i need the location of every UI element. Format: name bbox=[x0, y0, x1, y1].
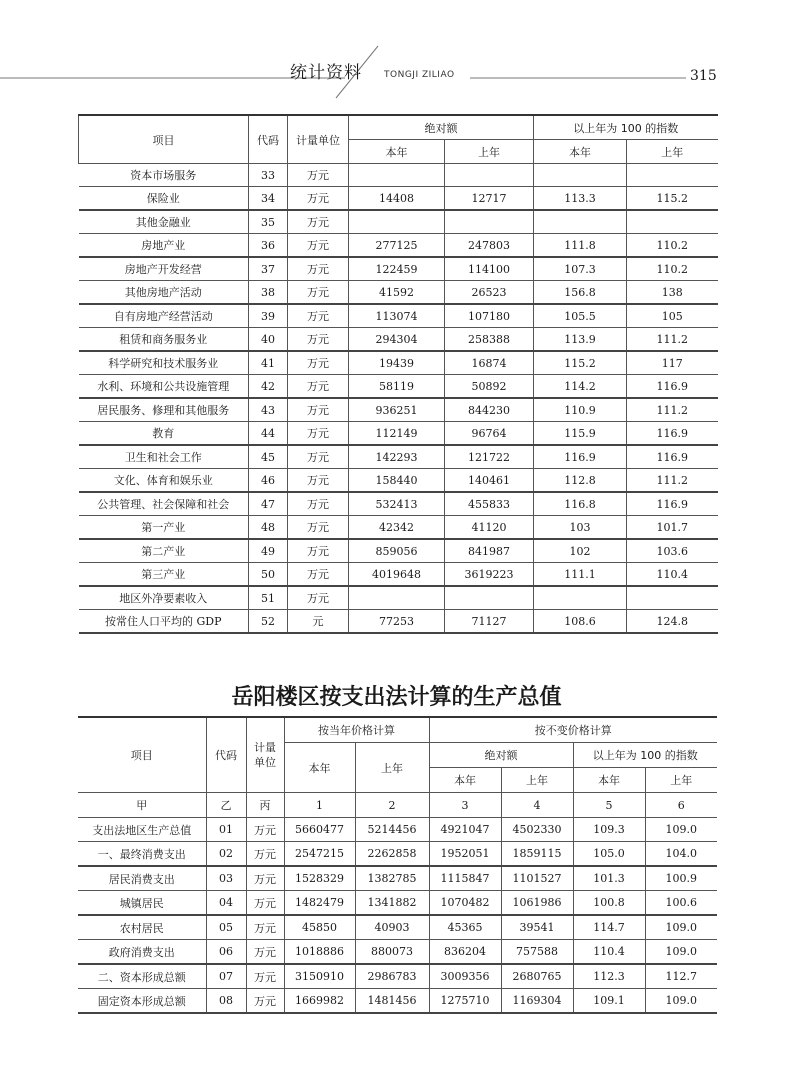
cell-unit: 万元 bbox=[246, 866, 284, 891]
cell-code: 34 bbox=[249, 187, 288, 211]
cell-unit: 万元 bbox=[246, 964, 284, 989]
table-row bbox=[79, 445, 718, 469]
cell-abs-this: 277125 bbox=[349, 234, 445, 258]
column-index-cell: 1 bbox=[284, 793, 355, 818]
cell-idx-last: 110.2 bbox=[627, 234, 718, 258]
cell-abs-this bbox=[349, 164, 445, 187]
cell-idx-last: 105 bbox=[627, 304, 718, 328]
cell-abs-last: 107180 bbox=[445, 304, 534, 328]
cell-c5: 112.3 bbox=[573, 964, 645, 989]
header-index: 以上年为 100 的指数 bbox=[534, 115, 718, 140]
t2-header-cur-this-year: 本年 bbox=[284, 743, 355, 793]
cell-item: 一、最终消费支出 bbox=[78, 842, 206, 867]
cell-c3: 3009356 bbox=[429, 964, 501, 989]
cell-c3: 1952051 bbox=[429, 842, 501, 867]
column-index-cell: 4 bbox=[501, 793, 573, 818]
cell-abs-last: 114100 bbox=[445, 257, 534, 281]
cell-abs-last: 12717 bbox=[445, 187, 534, 211]
cell-idx-last bbox=[627, 210, 718, 234]
cell-abs-last: 841987 bbox=[445, 539, 534, 563]
table-row bbox=[78, 818, 717, 842]
cell-item: 固定资本形成总额 bbox=[78, 989, 206, 1014]
cell-code: 07 bbox=[206, 964, 246, 989]
cell-c1: 5660477 bbox=[284, 818, 355, 842]
cell-abs-this: 14408 bbox=[349, 187, 445, 211]
cell-idx-last: 111.2 bbox=[627, 469, 718, 493]
cell-c1: 1018886 bbox=[284, 940, 355, 965]
cell-unit: 万元 bbox=[288, 563, 349, 587]
cell-c4: 757588 bbox=[501, 940, 573, 965]
cell-c2: 2262858 bbox=[355, 842, 429, 867]
cell-unit: 万元 bbox=[288, 586, 349, 610]
column-index-cell: 乙 bbox=[206, 793, 246, 818]
table-row bbox=[78, 866, 717, 891]
cell-c4: 2680765 bbox=[501, 964, 573, 989]
table1-body bbox=[79, 164, 718, 634]
cell-item: 城镇居民 bbox=[78, 891, 206, 916]
cell-code: 45 bbox=[249, 445, 288, 469]
cell-code: 41 bbox=[249, 351, 288, 375]
cell-idx-this: 116.9 bbox=[534, 445, 627, 469]
cell-code: 03 bbox=[206, 866, 246, 891]
cell-unit: 万元 bbox=[288, 516, 349, 540]
t2-header-item: 项目 bbox=[78, 717, 206, 793]
t2-header-idx-this-year: 本年 bbox=[573, 768, 645, 793]
table-row bbox=[79, 610, 718, 634]
cell-item: 二、资本形成总额 bbox=[78, 964, 206, 989]
table2-body bbox=[78, 818, 717, 1014]
header-abs-this-year: 本年 bbox=[349, 140, 445, 164]
cell-abs-last: 455833 bbox=[445, 492, 534, 516]
cell-c1: 1669982 bbox=[284, 989, 355, 1014]
cell-abs-last: 121722 bbox=[445, 445, 534, 469]
table-row bbox=[79, 304, 718, 328]
cell-unit: 万元 bbox=[288, 304, 349, 328]
cell-c5: 101.3 bbox=[573, 866, 645, 891]
cell-unit: 万元 bbox=[288, 164, 349, 187]
column-index-cell: 2 bbox=[355, 793, 429, 818]
cell-code: 46 bbox=[249, 469, 288, 493]
table-row bbox=[79, 563, 718, 587]
page-number: 315 bbox=[690, 68, 717, 84]
cell-abs-this: 77253 bbox=[349, 610, 445, 634]
column-index-cell: 丙 bbox=[246, 793, 284, 818]
t2-header-cur-last-year: 上年 bbox=[355, 743, 429, 793]
column-index-cell: 6 bbox=[645, 793, 717, 818]
cell-idx-this: 105.5 bbox=[534, 304, 627, 328]
cell-item: 地区外净要素收入 bbox=[79, 586, 249, 610]
cell-code: 04 bbox=[206, 891, 246, 916]
cell-unit: 万元 bbox=[288, 445, 349, 469]
cell-idx-this: 113.3 bbox=[534, 187, 627, 211]
cell-c1: 1528329 bbox=[284, 866, 355, 891]
header-idx-last-year: 上年 bbox=[627, 140, 718, 164]
cell-unit: 万元 bbox=[288, 257, 349, 281]
cell-c5: 100.8 bbox=[573, 891, 645, 916]
table-row bbox=[79, 234, 718, 258]
cell-c2: 40903 bbox=[355, 915, 429, 940]
cell-item: 租赁和商务服务业 bbox=[79, 328, 249, 352]
cell-idx-this: 156.8 bbox=[534, 281, 627, 305]
cell-code: 39 bbox=[249, 304, 288, 328]
cell-abs-this: 158440 bbox=[349, 469, 445, 493]
cell-abs-this: 4019648 bbox=[349, 563, 445, 587]
cell-abs-last bbox=[445, 586, 534, 610]
t2-header-code: 代码 bbox=[206, 717, 246, 793]
cell-c3: 1070482 bbox=[429, 891, 501, 916]
header-item: 项目 bbox=[79, 115, 249, 164]
cell-unit: 万元 bbox=[288, 351, 349, 375]
t2-header-abs-this-year: 本年 bbox=[429, 768, 501, 793]
cell-unit: 万元 bbox=[246, 842, 284, 867]
cell-code: 47 bbox=[249, 492, 288, 516]
cell-abs-this: 112149 bbox=[349, 422, 445, 446]
cell-c6: 109.0 bbox=[645, 818, 717, 842]
cell-c4: 1061986 bbox=[501, 891, 573, 916]
column-index-cell: 甲 bbox=[78, 793, 206, 818]
section-title: 岳阳楼区按支出法计算的生产总值 bbox=[231, 685, 562, 710]
cell-code: 48 bbox=[249, 516, 288, 540]
cell-item: 其他金融业 bbox=[79, 210, 249, 234]
cell-c4: 1101527 bbox=[501, 866, 573, 891]
table-row bbox=[78, 842, 717, 867]
cell-abs-this: 113074 bbox=[349, 304, 445, 328]
cell-abs-last: 16874 bbox=[445, 351, 534, 375]
cell-abs-this: 19439 bbox=[349, 351, 445, 375]
cell-c1: 2547215 bbox=[284, 842, 355, 867]
t2-header-unit bbox=[246, 717, 284, 793]
table-row bbox=[79, 469, 718, 493]
table-row bbox=[78, 915, 717, 940]
cell-unit: 万元 bbox=[246, 891, 284, 916]
cell-c6: 109.0 bbox=[645, 940, 717, 965]
cell-idx-this: 115.9 bbox=[534, 422, 627, 446]
cell-idx-this: 113.9 bbox=[534, 328, 627, 352]
cell-idx-last: 116.9 bbox=[627, 375, 718, 399]
cell-c3: 836204 bbox=[429, 940, 501, 965]
cell-idx-this bbox=[534, 164, 627, 187]
cell-code: 38 bbox=[249, 281, 288, 305]
cell-code: 01 bbox=[206, 818, 246, 842]
header-code: 代码 bbox=[249, 115, 288, 164]
cell-c5: 109.1 bbox=[573, 989, 645, 1014]
cell-idx-last: 110.2 bbox=[627, 257, 718, 281]
cell-idx-this bbox=[534, 210, 627, 234]
cell-unit: 万元 bbox=[288, 492, 349, 516]
cell-idx-last: 111.2 bbox=[627, 398, 718, 422]
cell-item: 文化、体育和娱乐业 bbox=[79, 469, 249, 493]
cell-c3: 4921047 bbox=[429, 818, 501, 842]
table-row bbox=[79, 422, 718, 446]
cell-c4: 1169304 bbox=[501, 989, 573, 1014]
cell-idx-this bbox=[534, 586, 627, 610]
cell-unit: 万元 bbox=[246, 818, 284, 842]
table-row bbox=[79, 586, 718, 610]
cell-c6: 112.7 bbox=[645, 964, 717, 989]
table-row bbox=[79, 351, 718, 375]
cell-code: 50 bbox=[249, 563, 288, 587]
cell-c2: 1382785 bbox=[355, 866, 429, 891]
table-row bbox=[78, 989, 717, 1014]
cell-c2: 2986783 bbox=[355, 964, 429, 989]
cell-c5: 109.3 bbox=[573, 818, 645, 842]
cell-item: 公共管理、社会保障和社会 bbox=[79, 492, 249, 516]
cell-code: 08 bbox=[206, 989, 246, 1014]
cell-idx-last: 138 bbox=[627, 281, 718, 305]
cell-idx-this: 115.2 bbox=[534, 351, 627, 375]
cell-abs-last: 71127 bbox=[445, 610, 534, 634]
cell-c1: 45850 bbox=[284, 915, 355, 940]
cell-item: 自有房地产经营活动 bbox=[79, 304, 249, 328]
cell-item: 按常住人口平均的 GDP bbox=[79, 610, 249, 634]
t2-header-absolute: 绝对额 bbox=[429, 743, 573, 768]
cell-idx-last: 124.8 bbox=[627, 610, 718, 634]
cell-abs-this: 41592 bbox=[349, 281, 445, 305]
cell-abs-last: 41120 bbox=[445, 516, 534, 540]
table-row bbox=[79, 375, 718, 399]
cell-c1: 1482479 bbox=[284, 891, 355, 916]
cell-item: 水利、环境和公共设施管理 bbox=[79, 375, 249, 399]
table-row bbox=[78, 940, 717, 965]
cell-abs-this: 859056 bbox=[349, 539, 445, 563]
header-subtitle: TONGJI ZILIAO bbox=[384, 70, 455, 80]
table-row bbox=[79, 492, 718, 516]
cell-code: 42 bbox=[249, 375, 288, 399]
cell-unit: 元 bbox=[288, 610, 349, 634]
cell-abs-last bbox=[445, 164, 534, 187]
cell-item: 第二产业 bbox=[79, 539, 249, 563]
cell-abs-this bbox=[349, 586, 445, 610]
cell-c1: 3150910 bbox=[284, 964, 355, 989]
cell-abs-this: 142293 bbox=[349, 445, 445, 469]
cell-idx-last: 116.9 bbox=[627, 422, 718, 446]
cell-c4: 4502330 bbox=[501, 818, 573, 842]
cell-unit: 万元 bbox=[288, 539, 349, 563]
cell-idx-last: 110.4 bbox=[627, 563, 718, 587]
cell-abs-last: 50892 bbox=[445, 375, 534, 399]
gdp-expenditure-table bbox=[78, 716, 717, 1014]
cell-c3: 45365 bbox=[429, 915, 501, 940]
cell-code: 06 bbox=[206, 940, 246, 965]
cell-item: 其他房地产活动 bbox=[79, 281, 249, 305]
table-row bbox=[79, 398, 718, 422]
cell-item: 房地产业 bbox=[79, 234, 249, 258]
cell-abs-last: 844230 bbox=[445, 398, 534, 422]
cell-item: 第一产业 bbox=[79, 516, 249, 540]
cell-item: 科学研究和技术服务业 bbox=[79, 351, 249, 375]
cell-item: 农村居民 bbox=[78, 915, 206, 940]
cell-item: 政府消费支出 bbox=[78, 940, 206, 965]
header-unit: 计量单位 bbox=[288, 115, 349, 164]
table-row bbox=[78, 891, 717, 916]
table-row bbox=[79, 539, 718, 563]
cell-idx-last: 116.9 bbox=[627, 492, 718, 516]
cell-idx-this: 112.8 bbox=[534, 469, 627, 493]
cell-abs-this: 936251 bbox=[349, 398, 445, 422]
cell-c3: 1275710 bbox=[429, 989, 501, 1014]
cell-c4: 1859115 bbox=[501, 842, 573, 867]
header-idx-this-year: 本年 bbox=[534, 140, 627, 164]
cell-code: 36 bbox=[249, 234, 288, 258]
cell-abs-last: 96764 bbox=[445, 422, 534, 446]
cell-c2: 1481456 bbox=[355, 989, 429, 1014]
table-row bbox=[79, 257, 718, 281]
table-row bbox=[79, 187, 718, 211]
table-row bbox=[79, 164, 718, 187]
cell-abs-this: 532413 bbox=[349, 492, 445, 516]
cell-abs-this: 294304 bbox=[349, 328, 445, 352]
cell-idx-last: 101.7 bbox=[627, 516, 718, 540]
cell-c5: 110.4 bbox=[573, 940, 645, 965]
cell-abs-last: 140461 bbox=[445, 469, 534, 493]
cell-c2: 880073 bbox=[355, 940, 429, 965]
cell-unit: 万元 bbox=[246, 989, 284, 1014]
cell-unit: 万元 bbox=[288, 398, 349, 422]
column-index-cell: 3 bbox=[429, 793, 501, 818]
cell-unit: 万元 bbox=[288, 210, 349, 234]
cell-code: 33 bbox=[249, 164, 288, 187]
cell-idx-last bbox=[627, 164, 718, 187]
cell-c5: 114.7 bbox=[573, 915, 645, 940]
cell-c2: 1341882 bbox=[355, 891, 429, 916]
cell-unit: 万元 bbox=[288, 422, 349, 446]
cell-abs-this: 42342 bbox=[349, 516, 445, 540]
cell-item: 保险业 bbox=[79, 187, 249, 211]
cell-c6: 100.6 bbox=[645, 891, 717, 916]
cell-unit: 万元 bbox=[288, 187, 349, 211]
cell-code: 43 bbox=[249, 398, 288, 422]
table-row bbox=[79, 516, 718, 540]
cell-idx-this: 114.2 bbox=[534, 375, 627, 399]
cell-idx-this: 103 bbox=[534, 516, 627, 540]
cell-abs-this: 58119 bbox=[349, 375, 445, 399]
cell-abs-last: 247803 bbox=[445, 234, 534, 258]
cell-code: 37 bbox=[249, 257, 288, 281]
cell-abs-last bbox=[445, 210, 534, 234]
cell-c6: 100.9 bbox=[645, 866, 717, 891]
cell-abs-last: 258388 bbox=[445, 328, 534, 352]
table-row bbox=[78, 964, 717, 989]
gdp-by-industry-table bbox=[78, 114, 718, 634]
t2-header-constant-price: 按不变价格计算 bbox=[429, 717, 717, 743]
t2-header-abs-last-year: 上年 bbox=[501, 768, 573, 793]
cell-abs-this: 122459 bbox=[349, 257, 445, 281]
table-row bbox=[79, 210, 718, 234]
cell-abs-last: 3619223 bbox=[445, 563, 534, 587]
cell-c3: 1115847 bbox=[429, 866, 501, 891]
cell-code: 52 bbox=[249, 610, 288, 634]
cell-item: 居民服务、修理和其他服务 bbox=[79, 398, 249, 422]
cell-item: 支出法地区生产总值 bbox=[78, 818, 206, 842]
header-title: 统计资料 bbox=[290, 63, 362, 83]
cell-code: 49 bbox=[249, 539, 288, 563]
cell-idx-this: 108.6 bbox=[534, 610, 627, 634]
header-rule-lines bbox=[0, 0, 793, 100]
cell-code: 05 bbox=[206, 915, 246, 940]
table-row bbox=[79, 328, 718, 352]
cell-item: 教育 bbox=[79, 422, 249, 446]
header-absolute: 绝对额 bbox=[349, 115, 534, 140]
cell-idx-last: 117 bbox=[627, 351, 718, 375]
cell-item: 房地产开发经营 bbox=[79, 257, 249, 281]
cell-unit: 万元 bbox=[246, 940, 284, 965]
cell-abs-this bbox=[349, 210, 445, 234]
cell-idx-last: 103.6 bbox=[627, 539, 718, 563]
cell-idx-last: 115.2 bbox=[627, 187, 718, 211]
page-header bbox=[0, 0, 793, 100]
cell-idx-last: 111.2 bbox=[627, 328, 718, 352]
cell-unit: 万元 bbox=[288, 281, 349, 305]
cell-c5: 105.0 bbox=[573, 842, 645, 867]
t2-header-current-price: 按当年价格计算 bbox=[284, 717, 429, 743]
cell-code: 02 bbox=[206, 842, 246, 867]
t2-column-index-row bbox=[78, 793, 717, 818]
cell-c6: 109.0 bbox=[645, 915, 717, 940]
cell-idx-this: 102 bbox=[534, 539, 627, 563]
cell-idx-this: 111.1 bbox=[534, 563, 627, 587]
cell-idx-this: 111.8 bbox=[534, 234, 627, 258]
cell-unit: 万元 bbox=[288, 375, 349, 399]
cell-unit: 万元 bbox=[288, 234, 349, 258]
header-abs-last-year: 上年 bbox=[445, 140, 534, 164]
cell-code: 35 bbox=[249, 210, 288, 234]
cell-item: 居民消费支出 bbox=[78, 866, 206, 891]
t2-header-index: 以上年为 100 的指数 bbox=[573, 743, 717, 768]
cell-unit: 万元 bbox=[288, 469, 349, 493]
cell-item: 资本市场服务 bbox=[79, 164, 249, 187]
cell-code: 51 bbox=[249, 586, 288, 610]
cell-code: 40 bbox=[249, 328, 288, 352]
cell-unit: 万元 bbox=[246, 915, 284, 940]
cell-abs-last: 26523 bbox=[445, 281, 534, 305]
column-index-cell: 5 bbox=[573, 793, 645, 818]
cell-c6: 109.0 bbox=[645, 989, 717, 1014]
cell-c2: 5214456 bbox=[355, 818, 429, 842]
cell-item: 第三产业 bbox=[79, 563, 249, 587]
cell-c4: 39541 bbox=[501, 915, 573, 940]
cell-c6: 104.0 bbox=[645, 842, 717, 867]
t2-header-idx-last-year: 上年 bbox=[645, 768, 717, 793]
cell-idx-last bbox=[627, 586, 718, 610]
cell-idx-this: 110.9 bbox=[534, 398, 627, 422]
cell-idx-last: 116.9 bbox=[627, 445, 718, 469]
cell-idx-this: 107.3 bbox=[534, 257, 627, 281]
t2-header-unit-label: 计量单位 bbox=[254, 741, 276, 769]
cell-unit: 万元 bbox=[288, 328, 349, 352]
table-row bbox=[79, 281, 718, 305]
cell-idx-this: 116.8 bbox=[534, 492, 627, 516]
cell-item: 卫生和社会工作 bbox=[79, 445, 249, 469]
cell-code: 44 bbox=[249, 422, 288, 446]
